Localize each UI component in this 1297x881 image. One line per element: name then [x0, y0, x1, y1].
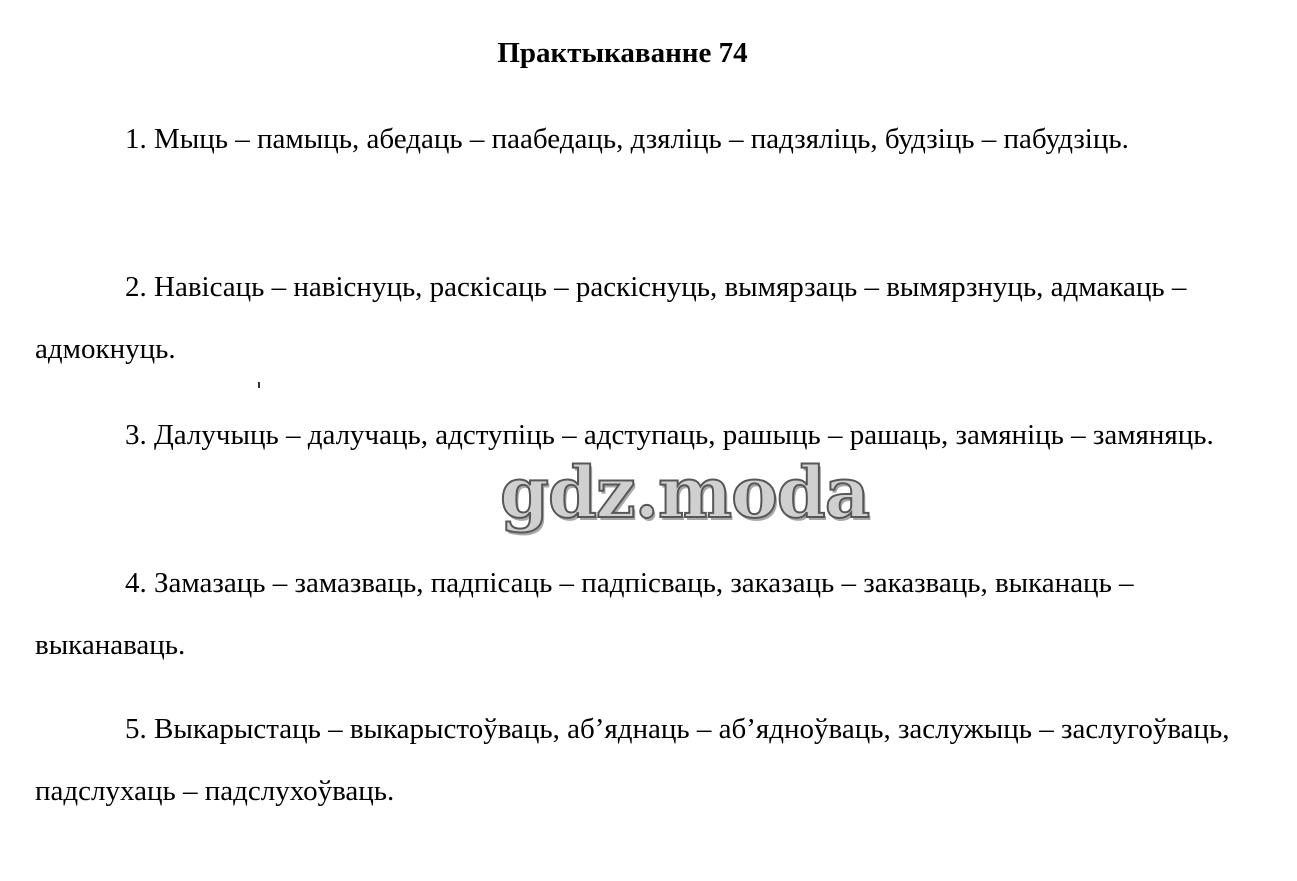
exercise-paragraph-2: 2. Навісаць – навіснуць, раскісаць – раскіснуць, вымярзаць – вымярзнуць, адмакаць – адмокнуць.	[35, 271, 1187, 365]
scan-artifact-mark	[258, 382, 260, 388]
watermark-logo: gdz.moda	[500, 451, 870, 534]
exercise-paragraph-5: 5. Выкарыстаць – выкарыстоўваць, аб’яднаць – аб’ядноўваць, заслужыць – заслугоўваць, падслухаць – падслухоўваць.	[35, 713, 1230, 807]
exercise-paragraph-3: 3. Далучыць – далучаць, адступіць – адступаць, рашыць – рашаць, замяніць – замяняць.	[125, 419, 1214, 451]
exercise-paragraph-1: 1. Мыць – памыць, абедаць – паабедаць, дзяліць – падзяліць, будзіць – пабудзіць.	[125, 123, 1129, 155]
exercise-paragraph-4: 4. Замазаць – замазваць, падпісаць – падпісваць, заказаць – заказваць, выканаць – выканаваць.	[35, 567, 1134, 661]
page-title: Практыкаванне 74	[497, 37, 748, 69]
